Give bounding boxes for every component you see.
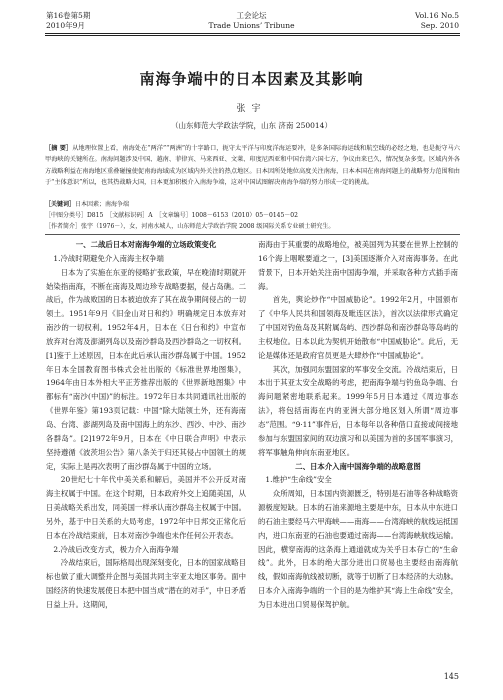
journal-volume-en — [415, 11, 459, 31]
right-column — [258, 238, 458, 612]
issue-volume: 第16卷第5期 — [46, 11, 91, 20]
body-paragraph: 众所周知，日本国内资源匮乏，特别是石油等各种战略资源极度短缺。日本的石油来源地主要是中东，日本从中东进口的石油主要经马六甲海峡——南海——台湾海峡的航线运抵国内，进口东南亚的石油也要通过南海——台湾海峡航线运输。因此，横穿南海的这条海上通道就成为关乎日本存亡的“生命线”。此外，日本的绝大部分进出口贸易也主要经由南海航线，假如南海航线被切断，就等于切断了日本经济的大动脉。日本介入南海争端的一个目的是为维护其“海上生命线”安全，为日本进出口贸易保驾护航。 — [258, 489, 458, 609]
article-title: 南海争端中的日本因素及其影响 — [139, 70, 364, 88]
journal-name-en: Trade Unions’ Tribune — [208, 21, 295, 30]
subsection-heading: 2.冷战后改变方式，极力介入南海争端 — [53, 544, 179, 554]
subsection-heading: 1.冷战时期避免介入南海主权争端 — [53, 253, 164, 263]
section-heading: 二、日本介入南中国海争端的战略意图 — [295, 461, 421, 471]
author-affiliation: （山东师范大学政法学院，山东 济南 250014） — [171, 121, 332, 130]
author-bio: ［作者简介］张宇（1976－），女，河南水城人，山东师范大学政治学院 2008 级国际关系专业硕士研究生。 — [45, 223, 335, 230]
volume-number-en: Vol.16 No.5 — [414, 11, 459, 20]
issue-date: 2010年9月 — [46, 21, 85, 30]
journal-name-cn: 工会论坛 — [236, 11, 267, 20]
keywords-text: 日本因素；南海争端 — [75, 201, 130, 208]
body-paragraph: 南海由于其重要的战略地位，被美国列为其要在世界上控制的16个海上咽喉要道之一，[3]美国逐渐介入对南海事务。在此背景下，日本开始关注南中国海争端，并采取各种方式插手南海。 — [258, 240, 458, 291]
body-paragraph: 20世纪七十年代中美关系和解后，美国并不公开反对南海主权属于中国。在这个时期，日本政府外交上追随美国，从日美战略关系出发，同美国一样承认南沙群岛主权属于中国。另外，基于中日关系的大局考虑，1972年中日邦交正常化后日本在冷战结束前，日本对南沙争端也未作任何公开表态。 — [46, 475, 246, 540]
body-paragraph: 首先，舆论炒作“中国威胁论”。1992年2月，中国颁布了《中华人民共和国领海及毗连区法》，首次以法律形式确定了中国对钓鱼岛及其附属岛屿、西沙群岛和南沙群岛等岛屿的主权地位。日本以此为契机开始散布“中国威胁论”。此后，无论是媒体还是政府官员更是大肆炒作“中国威胁论”。 — [258, 295, 458, 360]
keywords-label: ［关键词］ — [45, 201, 76, 208]
abstract — [45, 143, 460, 188]
abstract-label: ［摘 要］ — [45, 145, 73, 152]
page-number: 145 — [443, 672, 459, 681]
header-rule — [45, 33, 460, 34]
meta-rule — [45, 234, 460, 235]
subsection-heading: 1.维护“生命线”安全 — [265, 475, 332, 485]
volume-date-en: Sep. 2010 — [420, 21, 459, 30]
body-paragraph: 日本为了实施在东亚的侵略扩张政策，早在晚清时期就开始染指南海，不断在南海及周边珍专战略要据，侵占岛礁。二战后，作为战败国的日本被迫放弃了其在战争期间侵占的一切领土。1951年9月《旧金山对日和约》明确规定日本放弃对南沙的一切权利。1952年4月，日本在《日台和约》中宣布放弃对台湾及澎湖列岛以及南沙群岛及西沙群岛之一切权利。[1]鉴于上述原因，日本在此后承认南沙群岛属于中国。1952年日本全国教育图书株式会社出版的《标准世界地图集》，1964年由日本外相大平正芳推荐出版的《世界新地图集》中都标有“南沙(中国)”的标注。1972年日本共同通讯社出版的《世界年鉴》第193页记载：中国“除大陆领土外，还有海南岛、台湾、澎湖列岛及南中国海上的东沙、西沙、中沙、南沙各群岛”。[2]1972年9月，日本在《中日联合声明》中表示坚持遵循《波茨坦公告》第八条关于归还其侵占中国领土的规定，实际上是再次表明了南沙群岛属于中国的立场。 — [46, 267, 246, 471]
keywords — [45, 199, 460, 210]
body-paragraph: 冷战结束后，国际格局出现深刻变化，日本的国家战略目标也做了重大调整并企图与美国共同主宰亚太地区事务。面中国经济的快速发展使日本把中国当成“潜在的对手”，中日矛盾日益上升。这期间， — [46, 558, 246, 609]
body-paragraph: 其次，加强同东盟国家的军事安全交流。冷战结束后，日本出于其亚太安全战略的考虑，把南海争端与钓鱼岛争端、台海问题紧密地联系起来。1999年5月日本通过《周边事态法》，将包括南海在内的亚洲大部分地区划入所谓“周边事态”范围。“9·11”事件后，日本每年以各种借口直接或间接地参加与东盟国家间的双边演习和以美国为首的多国军事演习，将军事触角伸向东南亚地区。 — [258, 364, 458, 457]
classification-line: ［中图分类号］D815 ［文献标识码］A ［文章编号］1008－6153（2010）05－0145－02 — [45, 212, 298, 219]
section-heading: 一、二战后日本对南海争端的立场政策变化 — [75, 240, 217, 249]
header-rule-thin — [45, 35, 460, 36]
article-author: 张宇 — [236, 104, 267, 114]
left-column — [46, 238, 246, 612]
abstract-text: 从地理位置上看，南海处在“两洋”“两洲”的十字路口，扼守太平洋与印度洋海运要冲，是多条国际海运线和航空线的必经之地，也是扼守马六甲海峡的关键所在。南海问题涉及中国、越南、菲律宾、马来西亚、文莱、印度尼西亚和中国台湾六国七方，争议由来已久，情况复杂多变。区域内外各方战略利益在南海地区重叠碰撞使促南海海域成为区域内外关注的热点地区。日本因所处地位高度关注南海，日本本国在南海问题上的战略努力范围和由于“主体意识”所以，也其热战略大国，日本更加积极介入南海争端，这对中国试图解决南海争端的努力形成一定的挑战。 — [45, 145, 460, 186]
